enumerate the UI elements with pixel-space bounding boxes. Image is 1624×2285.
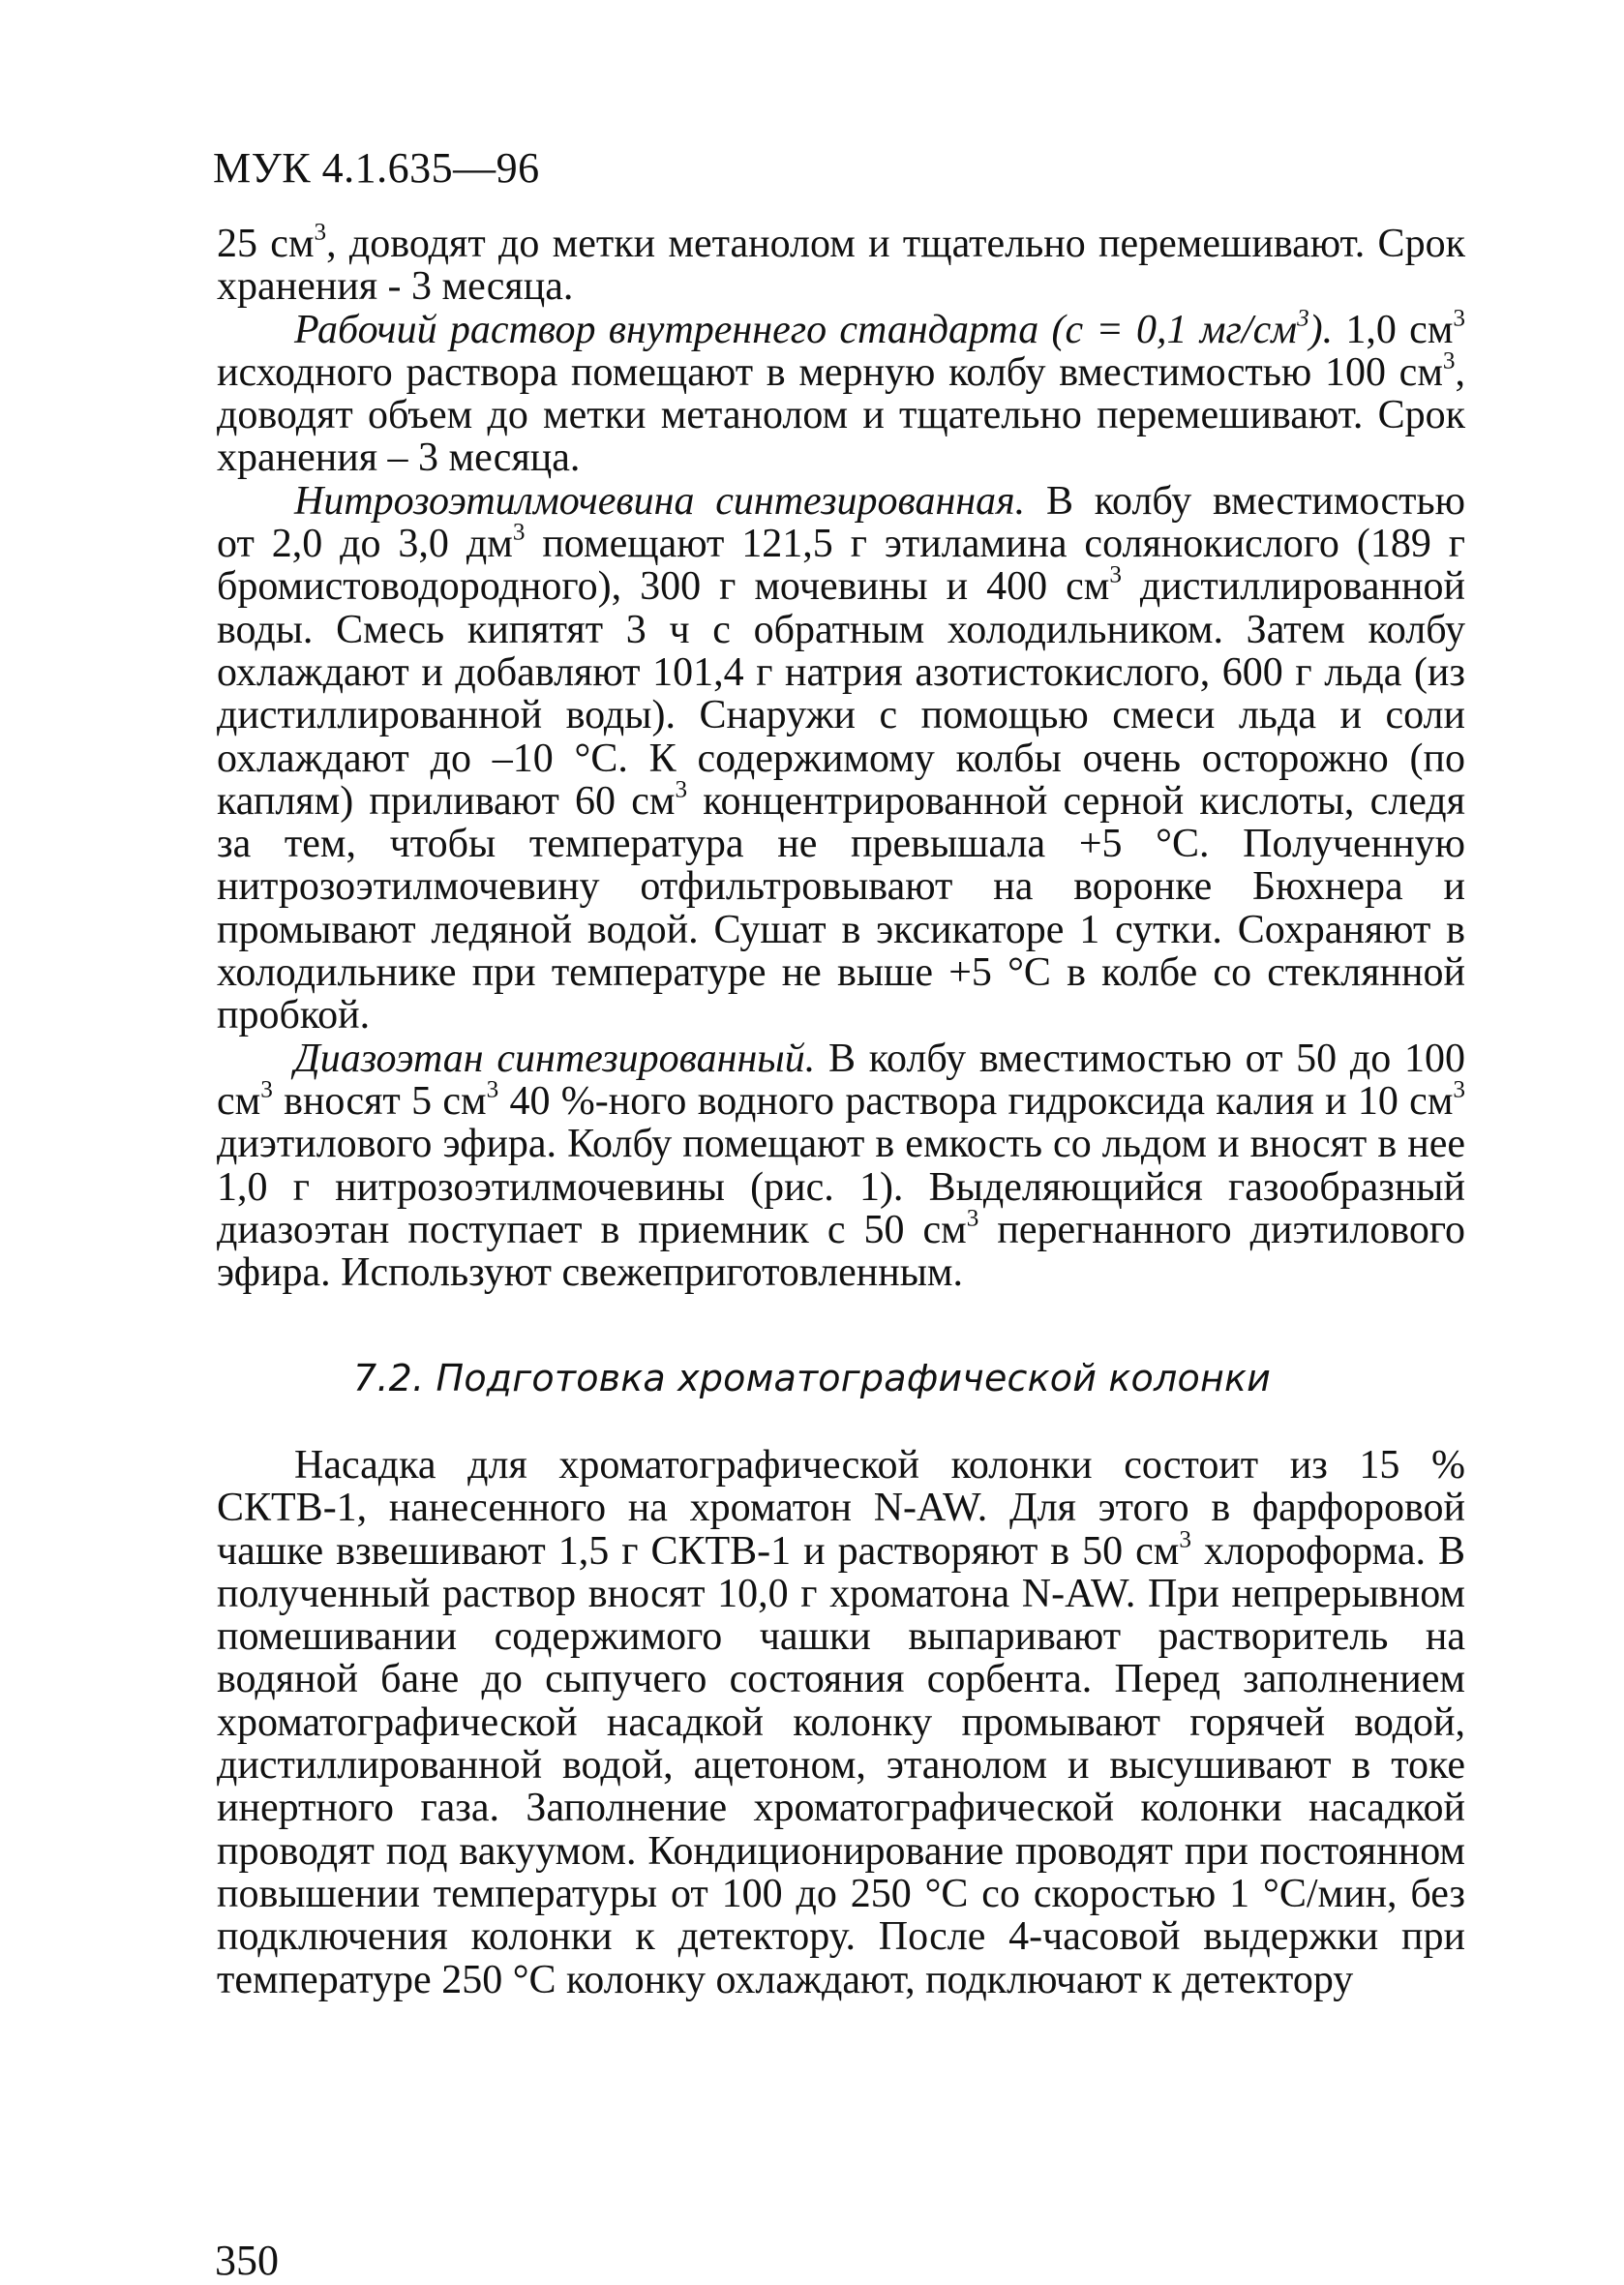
text-span: концентрированной серной кислоты, следя за тем, чтобы температура не превышала +5 °С. Полученную нитрозоэтилмочевину отфильтровывают на воронке Бюхнера и промывают ледяной водой. Сушат в эксикаторе 1 сутки. Сохраняют в холодильнике при температуре не выше +5 °С в колбе со стеклянной пробкой. bbox=[217, 778, 1465, 1038]
text-span: дистиллированной воды. Смесь кипятят 3 ч с обратным холодильником. Затем колбу охлаждают и добавляют 101,4 г натрия азотистокислого, 600 г льда (из дистиллированной воды). Снаружи с помощью смеси льда и соли охлаждают до –10 °С. К содержимому колбы очень осторожно (по каплям) приливают 60 см bbox=[217, 564, 1465, 824]
paragraph-working-solution bbox=[217, 304, 1465, 481]
superscript: 3 bbox=[1109, 561, 1122, 588]
superscript: 3 bbox=[260, 1076, 273, 1103]
paragraph-nitroso bbox=[217, 480, 1465, 1037]
paragraph-heading bbox=[294, 304, 1334, 352]
text-span: перегнанного диэтилового эфира. Используют свежеприготовленным. bbox=[217, 1207, 1465, 1296]
text-span: , доводят объем до метки метанолом и тщательно перемешивают. Срок хранения – 3 месяца. bbox=[217, 349, 1465, 481]
superscript: 3 bbox=[486, 1076, 499, 1103]
text-span: 40 %-ного водного раствора гидроксида калия и 10 см bbox=[498, 1078, 1454, 1124]
paragraph-heading: Нитрозоэтилмочевина синтезированная. bbox=[294, 478, 1026, 524]
text-span: В колбу вместимостью от 2,0 до 3,0 дм bbox=[217, 478, 1465, 567]
superscript: 3 bbox=[512, 519, 526, 546]
text-span: диэтилового эфира. Колбу помещают в емкость со льдом и вносят в нее 1,0 г нитрозоэтилмочевины (рис. 1). Выделяющийся газообразный диазоэтан поступает в приемник с 50 см bbox=[217, 1122, 1465, 1252]
paragraph-diazoethane bbox=[217, 1037, 1465, 1295]
text-span: Насадка для хроматографической колонки состоит из 15 % СКТВ-1, нанесенного на хроматон N-AW. Для этого в фарфоровой чашке взвешивают 1,5 г СКТВ-1 и растворяют в 50 см bbox=[217, 1443, 1465, 1574]
text-block-reagents bbox=[217, 219, 1465, 1296]
document-header: МУК 4.1.635—96 bbox=[213, 144, 540, 192]
text-block-column-prep bbox=[217, 1444, 1465, 2001]
text-span: вносят 5 см bbox=[272, 1078, 487, 1124]
superscript: 3 bbox=[1453, 1076, 1465, 1103]
text-span: 1,0 см bbox=[1333, 307, 1454, 352]
text-span: , доводят до метки метанолом и тщательно перемешивают. Срок хранения - 3 месяца. bbox=[217, 222, 1465, 310]
text-span: хлороформа. В полученный раствор вносят 10,0 г хроматона N-AW. При непрерывном помешивании содержимого чашки выпаривают растворитель на водяной бане до сыпучего состояния сорбента. Перед заполнением хроматографической насадкой колонку промывают горячей водой, дистиллированной водой, ацетоном, этанолом и высушивают в токе инертного газа. Заполнение хроматографической колонки насадкой проводят под вакуумом. Кондиционирование проводят при постоянном повышении температуры от 100 до 250 °С со скоростью 1 °С/мин, без подключения колонки к детектору. После 4-часовой выдержки при температуре 250 °С колонку охлаждают, подключают к детектору bbox=[217, 1528, 1465, 2002]
section-title: 7.2. Подготовка хроматографической колонки bbox=[352, 1357, 1272, 1399]
text-span: Рабочий раствор внутреннего стандарта (с = 0,1 мг/см bbox=[294, 307, 1298, 352]
paragraph-intro bbox=[217, 219, 1465, 310]
paragraph-heading: Диазоэтан синтезированный. bbox=[294, 1036, 816, 1081]
superscript: 3 bbox=[1179, 1525, 1191, 1552]
superscript: 3 bbox=[1453, 304, 1465, 331]
page-number: 350 bbox=[215, 2237, 279, 2284]
superscript: 3 bbox=[966, 1205, 979, 1232]
text-span: В колбу вместимостью от 50 до 100 см bbox=[217, 1036, 1465, 1124]
superscript: 3 bbox=[1442, 347, 1456, 375]
paragraph-column-prep bbox=[217, 1444, 1465, 2001]
text-span: исходного раствора помещают в мерную колбу вместимостью 100 см bbox=[217, 349, 1443, 395]
text-span: ). bbox=[1308, 307, 1334, 352]
text-span: 25 см bbox=[217, 222, 315, 266]
superscript: 3 bbox=[1297, 304, 1309, 331]
text-span: помещают 121,5 г этиламина солянокислого (189 г бромистоводородного), 300 г мочевины и 400 см bbox=[217, 522, 1465, 610]
superscript: 3 bbox=[675, 776, 688, 803]
superscript: 3 bbox=[314, 219, 327, 246]
